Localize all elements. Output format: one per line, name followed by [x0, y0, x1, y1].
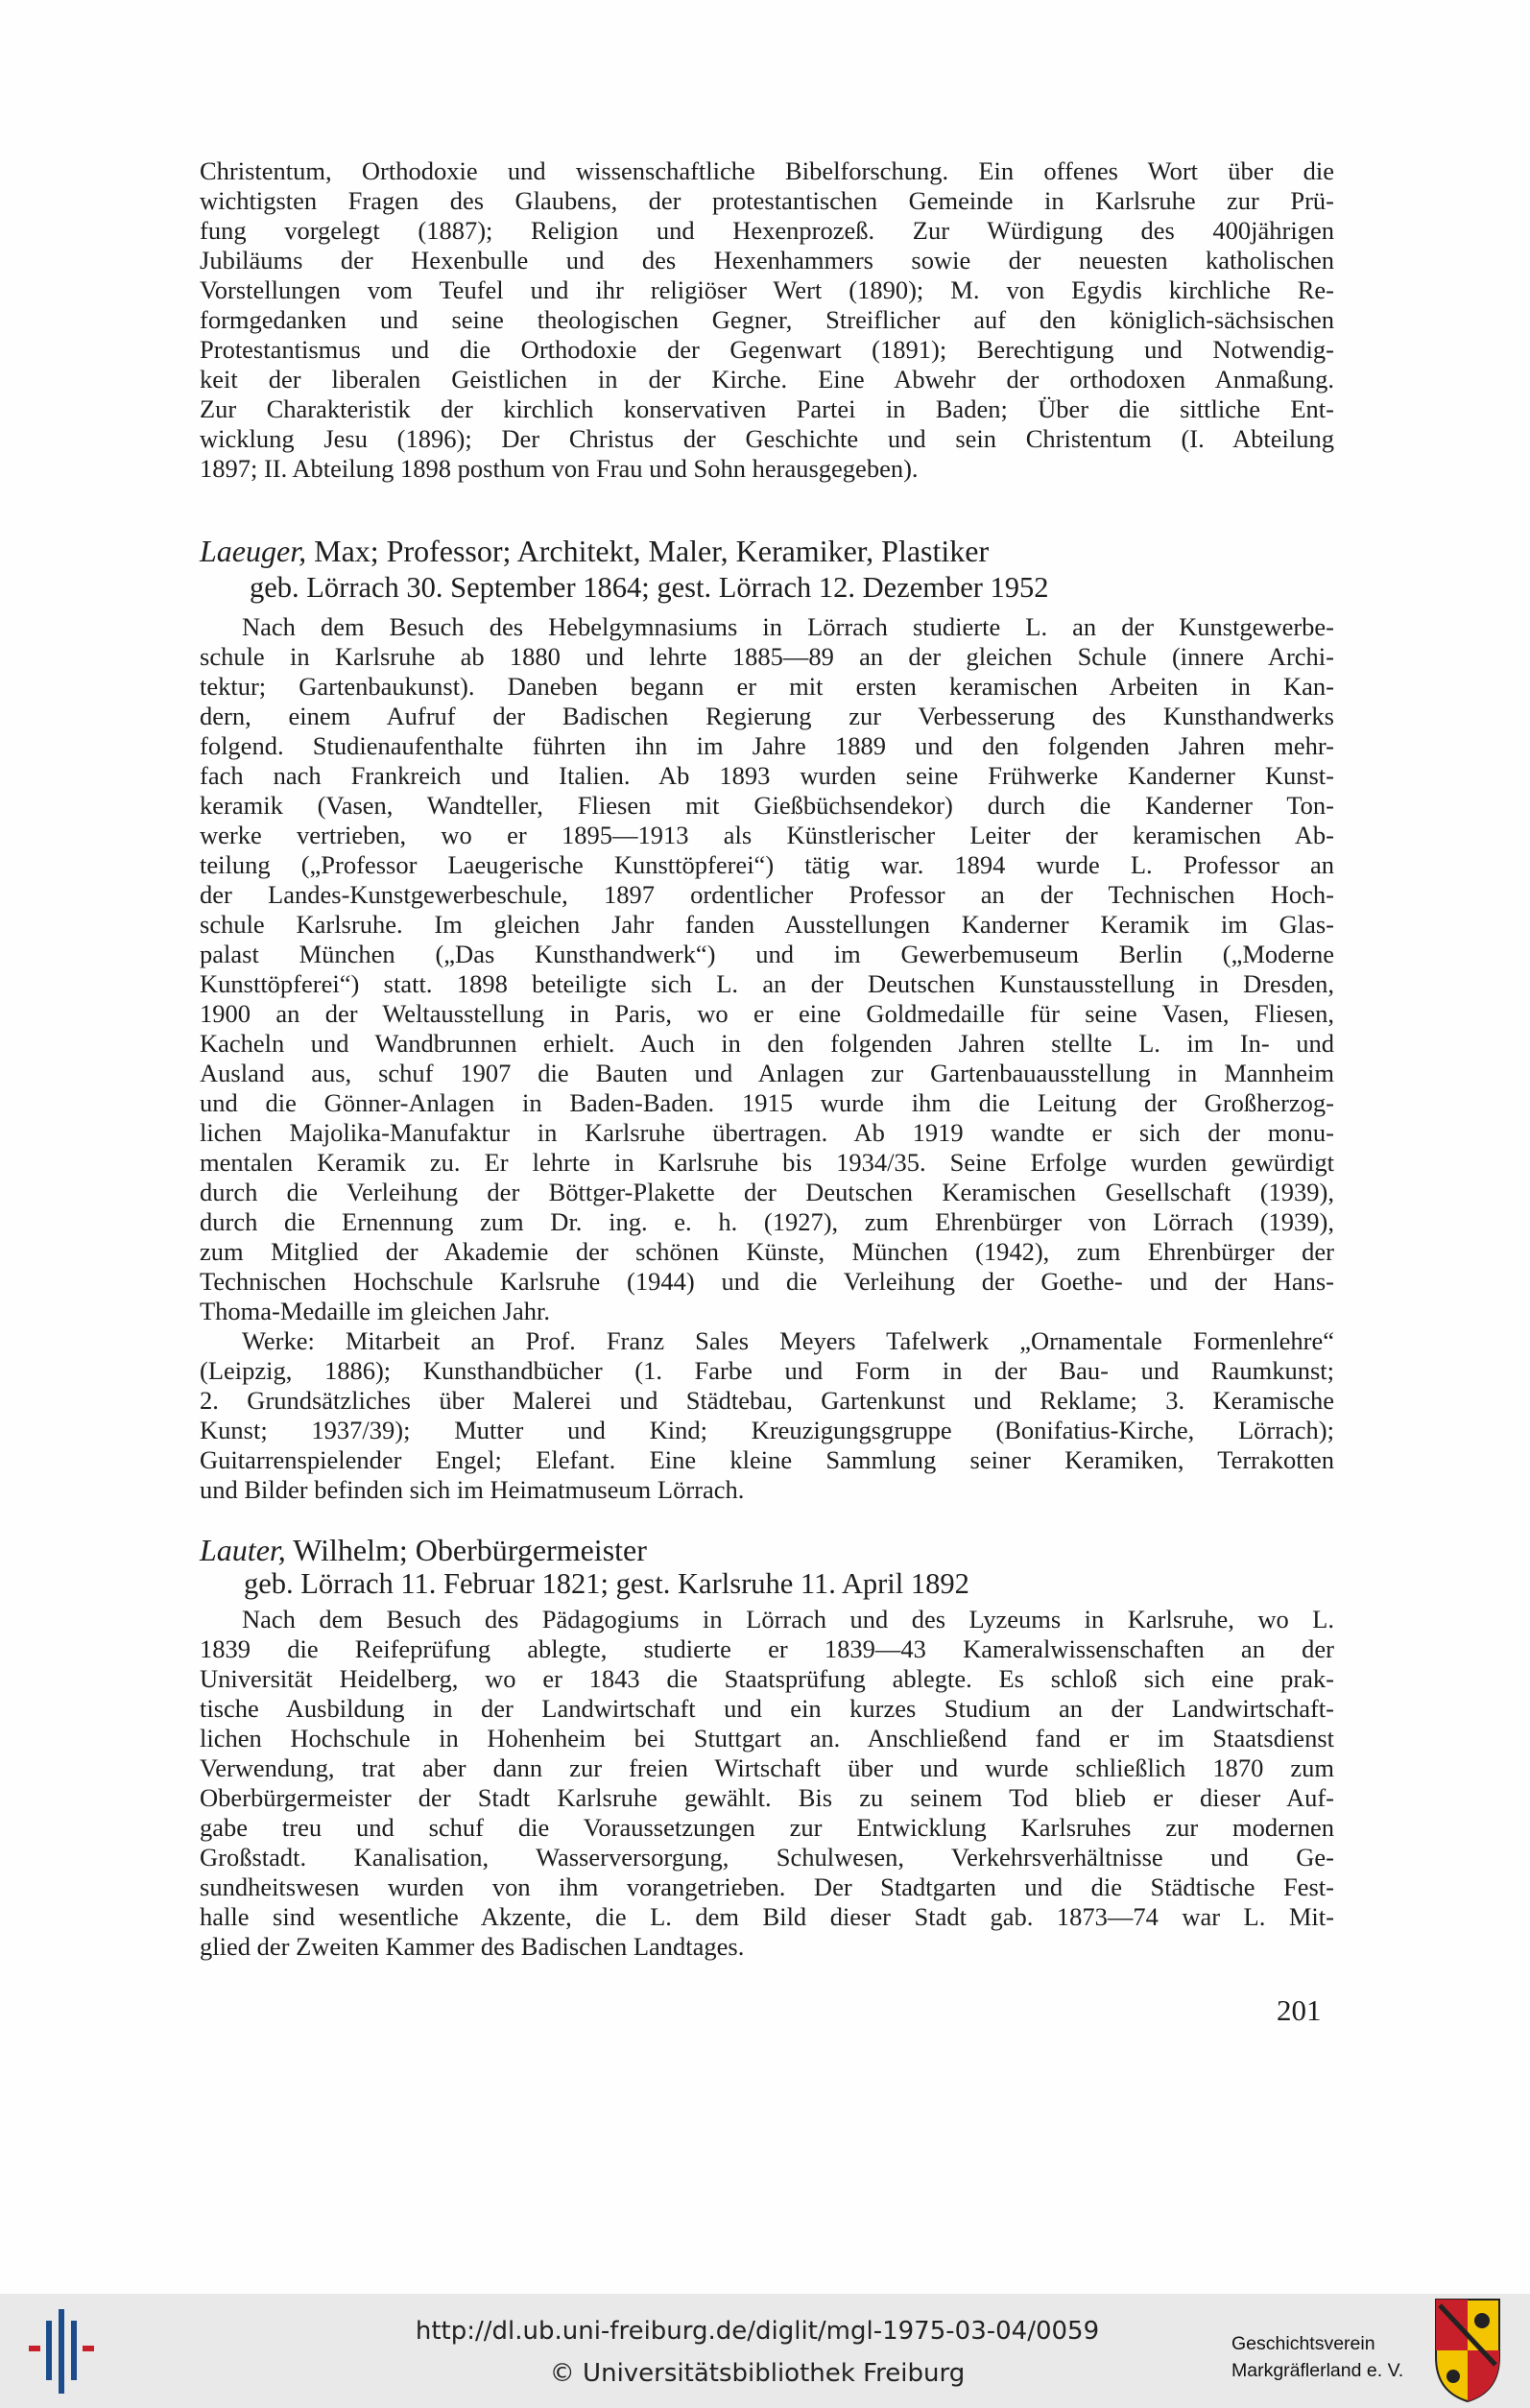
works-line: und Bilder befinden sich im Heimatmuseum Lörrach. [200, 1475, 745, 1504]
text-line: gabe treu und schuf die Voraussetzungen zur Entwicklung Karlsruhes zur modernen [200, 1813, 1334, 1842]
continuation-paragraph [200, 156, 1334, 484]
text-line: 1839 die Reifeprüfung ablegte, studierte er 1839—43 Kameralwissenschaften an der [200, 1634, 1334, 1663]
text-line: wichtigsten Fragen des Glaubens, der protestantischen Gemeinde in Karlsruhe zur Prü- [200, 186, 1334, 215]
entry-birth-line: geb. Lörrach 30. September 1864; gest. Lörrach 12. Dezember 1952 [250, 571, 1049, 604]
text-line: Vorstellungen vom Teufel und ihr religiöser Wert (1890); M. von Egydis kirchliche Re- [200, 275, 1334, 304]
entry-body-lauter [200, 1605, 1334, 1962]
text-line: tische Ausbildung in der Landwirtschaft und ein kurzes Studium an der Landwirtschaft- [200, 1694, 1334, 1723]
text-line: der Landes-Kunstgewerbeschule, 1897 ordentlicher Professor an der Technischen Hoch- [200, 880, 1334, 909]
text-line: schule Karlsruhe. Im gleichen Jahr fanden Ausstellungen Kanderner Keramik im Glas- [200, 910, 1334, 939]
text-line: formgedanken und seine theologischen Gegner, Streiflicher auf den königlich-sächsischen [200, 305, 1334, 334]
works-line: 2. Grundsätzliches über Malerei und Städtebau, Gartenkunst und Reklame; 3. Keramische [200, 1386, 1334, 1415]
entry-birth-line: geb. Lörrach 11. Februar 1821; gest. Karlsruhe 11. April 1892 [244, 1567, 969, 1600]
coat-of-arms-icon [1434, 2298, 1501, 2403]
text-line: 1900 an der Weltausstellung in Paris, wo er eine Goldmedaille für seine Vasen, Fliesen, [200, 999, 1334, 1028]
text-line: Universität Heidelberg, wo er 1843 die Staatsprüfung ablegte. Es schloß sich eine prak- [200, 1664, 1334, 1693]
text-line: mentalen Keramik zu. Er lehrte in Karlsruhe bis 1934/35. Seine Erfolge wurden gewürdigt [200, 1148, 1334, 1177]
text-line: palast München („Das Kunsthandwerk“) und im Gewerbemuseum Berlin („Moderne [200, 940, 1334, 968]
text-line: Technischen Hochschule Karlsruhe (1944) und die Verleihung der Goethe- und der Hans- [200, 1267, 1334, 1296]
text-line: wicklung Jesu (1896); Der Christus der Geschichte und sein Christentum (I. Abteilung [200, 424, 1334, 453]
text-line: durch die Verleihung der Böttger-Plakette der Deutschen Keramischen Gesellschaft (1939), [200, 1178, 1334, 1206]
copyright-notice: © Universitätsbibliothek Freiburg [549, 2359, 966, 2388]
entry-heading-laeuger [200, 534, 989, 568]
works-line: Guitarrenspielender Engel; Elefant. Eine kleine Sammlung seiner Keramiken, Terrakotten [200, 1445, 1334, 1474]
text-line: Kacheln und Wandbrunnen erhielt. Auch in den folgenden Jahren stellte L. im In- und [200, 1029, 1334, 1058]
text-line: durch die Ernennung zum Dr. ing. e. h. (1927), zum Ehrenbürger von Lörrach (1939), [200, 1207, 1334, 1236]
works-line: Kunst; 1937/39); Mutter und Kind; Kreuzigungsgruppe (Bonifatius-Kirche, Lörrach); [200, 1416, 1334, 1444]
text-line: schule in Karlsruhe ab 1880 und lehrte 1885—89 an der gleichen Schule (innere Archi- [200, 642, 1334, 671]
text-line: Nach dem Besuch des Hebelgymnasiums in Lörrach studierte L. an der Kunstgewerbe- [242, 612, 1334, 641]
text-line: und die Gönner-Anlagen in Baden-Baden. 1915 wurde ihm die Leitung der Großherzog- [200, 1088, 1334, 1117]
text-line: Großstadt. Kanalisation, Wasserversorgung, Schulwesen, Verkehrsverhältnisse und Ge- [200, 1843, 1334, 1872]
text-line: keit der liberalen Geistlichen in der Kirche. Eine Abwehr der orthodoxen Anmaßung. [200, 365, 1334, 393]
text-line: Verwendung, trat aber dann zur freien Wirtschaft über und wurde schließlich 1870 zum [200, 1753, 1334, 1782]
text-line: werke vertrieben, wo er 1895—1913 als Künstlerischer Leiter der keramischen Ab- [200, 821, 1334, 849]
entry-surname: Lauter, [200, 1533, 286, 1567]
footer-bar [0, 2294, 1530, 2408]
works-line: Werke: Mitarbeit an Prof. Franz Sales Meyers Tafelwerk „Ornamentale Formenlehre“ [242, 1326, 1334, 1355]
text-line: fach nach Frankreich und Italien. Ab 1893 wurden seine Frühwerke Kanderner Kunst- [200, 761, 1334, 790]
text-line: tektur; Gartenbaukunst). Daneben begann er mit ersten keramischen Arbeiten in Kan- [200, 672, 1334, 701]
text-line: Kunsttöpferei“) statt. 1898 beteiligte sich L. an der Deutschen Kunstausstellung in Dresden, [200, 969, 1334, 998]
page-number: 201 [1277, 1993, 1322, 2027]
text-line: Jubiläums der Hexenbulle und des Hexenhammers sowie der neuesten katholischen [200, 246, 1334, 274]
text-line: Nach dem Besuch des Pädagogiums in Lörrach und des Lyzeums in Karlsruhe, wo L. [242, 1605, 1334, 1633]
text-line: lichen Hochschule in Hohenheim bei Stuttgart an. Anschließend fand er im Staatsdienst [200, 1724, 1334, 1752]
society-name [1231, 2330, 1403, 2384]
university-library-logo-icon [23, 2303, 100, 2399]
text-line: glied der Zweiten Kammer des Badischen Landtages. [200, 1932, 745, 1961]
entry-body-laeuger [200, 612, 1334, 1505]
entry-surname: Laeuger, [200, 534, 307, 568]
text-line: Protestantismus und die Orthodoxie der Gegenwart (1891); Berechtigung und Notwendig- [200, 335, 1334, 364]
entry-title: Max; Professor; Architekt, Maler, Keramiker, Plastiker [306, 534, 990, 568]
text-line: lichen Majolika-Manufaktur in Karlsruhe übertragen. Ab 1919 wandte er sich der monu- [200, 1118, 1334, 1147]
text-line: zum Mitglied der Akademie der schönen Künste, München (1942), zum Ehrenbürger der [200, 1237, 1334, 1266]
text-line: sundheitswesen wurden von ihm vorangetrieben. Der Stadtgarten und die Städtische Fest- [200, 1872, 1334, 1901]
text-line: Ausland aus, schuf 1907 die Bauten und Anlagen zur Gartenbauausstellung in Mannheim [200, 1059, 1334, 1087]
text-line: Oberbürgermeister der Stadt Karlsruhe gewählt. Bis zu seinem Tod blieb er dieser Auf- [200, 1783, 1334, 1812]
entry-title: Wilhelm; Oberbürgermeister [285, 1533, 647, 1567]
text-line: fung vorgelegt (1887); Religion und Hexenprozeß. Zur Würdigung des 400jährigen [200, 216, 1334, 245]
society-name-line: Markgräflerland e. V. [1231, 2360, 1404, 2381]
permalink-url-link[interactable]: http://dl.ub.uni-freiburg.de/diglit/mgl-1975-03-04/0059 [415, 2317, 1100, 2346]
text-line: Thoma-Medaille im gleichen Jahr. [200, 1297, 550, 1325]
text-line: dern, einem Aufruf der Badischen Regierung zur Verbesserung des Kunsthandwerks [200, 702, 1334, 730]
text-line: folgend. Studienaufenthalte führten ihn im Jahre 1889 und den folgenden Jahren mehr- [200, 731, 1334, 760]
works-line: (Leipzig, 1886); Kunsthandbücher (1. Farbe und Form in der Bau- und Raumkunst; [200, 1356, 1334, 1385]
text-line: Christentum, Orthodoxie und wissenschaftliche Bibelforschung. Ein offenes Wort über die [200, 156, 1334, 185]
entry-heading-lauter [200, 1533, 647, 1567]
text-line: teilung („Professor Laeugerische Kunsttöpferei“) tätig war. 1894 wurde L. Professor an [200, 850, 1334, 879]
text-line: Zur Charakteristik der kirchlich konservativen Partei in Baden; Über die sittliche Ent- [200, 394, 1334, 423]
society-name-line: Geschichtsverein [1231, 2333, 1375, 2354]
text-line: keramik (Vasen, Wandteller, Fliesen mit Gießbüchsendekor) durch die Kanderner Ton- [200, 791, 1334, 820]
text-line: 1897; II. Abteilung 1898 posthum von Frau und Sohn herausgegeben). [200, 454, 919, 483]
text-line: halle sind wesentliche Akzente, die L. dem Bild dieser Stadt gab. 1873—74 war L. Mit- [200, 1902, 1334, 1931]
